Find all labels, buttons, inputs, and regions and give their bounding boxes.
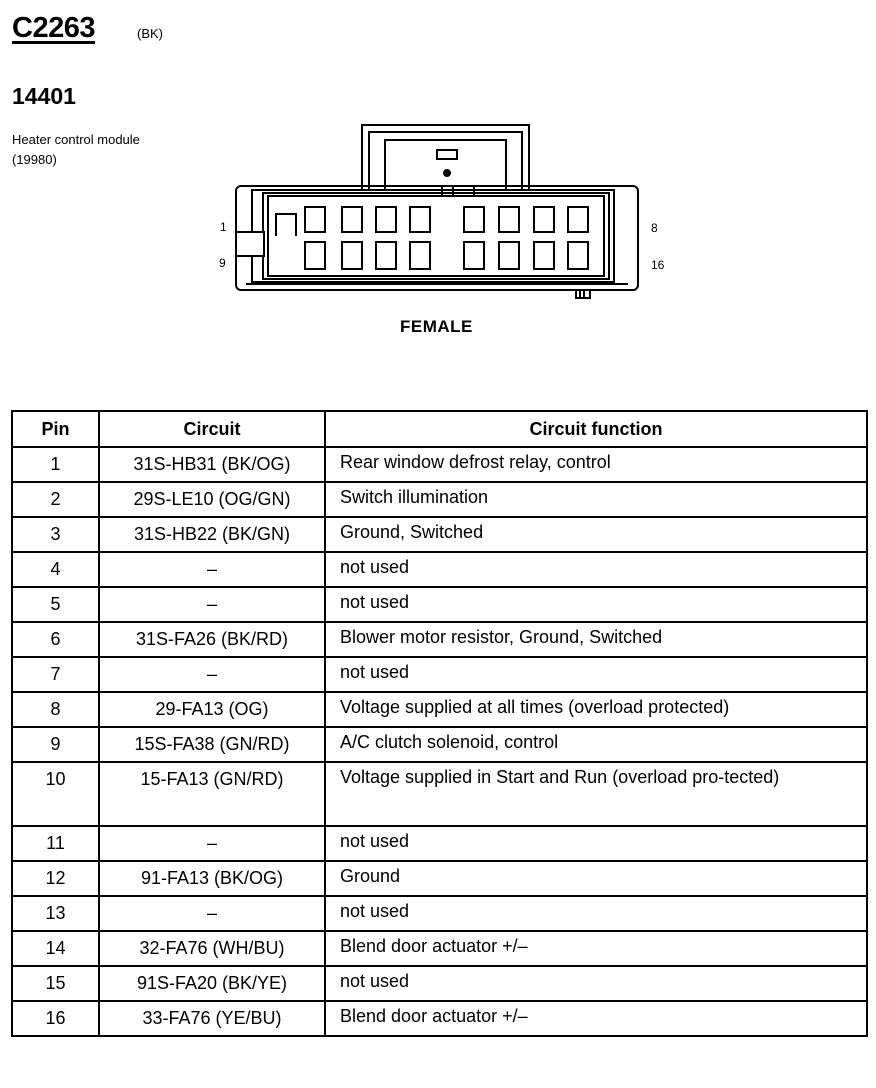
pin-number: 11 [12,826,99,861]
connector-view-label: FEMALE [400,317,473,336]
circuit: 31S-HB31 (BK/OG) [99,447,325,482]
pin-number: 2 [12,482,99,517]
circuit-function: A/C clutch solenoid, control [325,727,867,762]
circuit: 32-FA76 (WH/BU) [99,931,325,966]
circuit: 31S-HB22 (BK/GN) [99,517,325,552]
connector-face-diagram [0,0,876,340]
cavity-8 [568,207,588,232]
cavity-4 [410,207,430,232]
pin-number: 14 [12,931,99,966]
circuit: – [99,552,325,587]
circuit-function: not used [325,587,867,622]
cavity-11 [376,242,396,269]
circuit: 33-FA76 (YE/BU) [99,1001,325,1036]
table-row [12,657,867,692]
table-row [12,966,867,1001]
pin-label-9: 9 [219,256,226,270]
table-row [12,447,867,482]
part-number: 14401 [12,83,76,109]
circuit: 29S-LE10 (OG/GN) [99,482,325,517]
circuit-function: not used [325,552,867,587]
table-row [12,692,867,727]
table-header-row [12,411,867,447]
terminal-cavities [305,207,588,269]
circuit-function: not used [325,826,867,861]
table-row [12,727,867,762]
cavity-3 [376,207,396,232]
header-circuit-function: Circuit function [325,411,867,447]
table-row [12,622,867,657]
connector-color-code: (BK) [137,26,163,41]
circuit: – [99,657,325,692]
table-row [12,517,867,552]
component-name: Heater control module (19980) [12,132,140,167]
circuit-function: Switch illumination [325,482,867,517]
circuit: 15S-FA38 (GN/RD) [99,727,325,762]
circuit-function: not used [325,896,867,931]
circuit-function: Blower motor resistor, Ground, Switched [325,622,867,657]
pin-number: 4 [12,552,99,587]
pin-number: 12 [12,861,99,896]
circuit-function: Blend door actuator +/– [325,931,867,966]
table-row [12,861,867,896]
header-pin: Pin [12,411,99,447]
cavity-12 [410,242,430,269]
cavity-7 [534,207,554,232]
pin-number: 9 [12,727,99,762]
cavity-10 [342,242,362,269]
circuit: 15-FA13 (GN/RD) [99,762,325,826]
pin-number: 15 [12,966,99,1001]
table-row [12,482,867,517]
header-circuit: Circuit [99,411,325,447]
connector-id: C2263 [12,12,95,44]
circuit: 29-FA13 (OG) [99,692,325,727]
circuit-function: Ground, Switched [325,517,867,552]
pin-label-16: 16 [651,258,665,272]
cavity-13 [464,242,484,269]
cavity-16 [568,242,588,269]
table-row [12,896,867,931]
pin-number: 10 [12,762,99,826]
pin-number: 3 [12,517,99,552]
table-row [12,587,867,622]
pin-label-8: 8 [651,221,658,235]
table-row [12,552,867,587]
circuit: 91S-FA20 (BK/YE) [99,966,325,1001]
pin-number: 7 [12,657,99,692]
table-row [12,762,867,826]
cavity-2 [342,207,362,232]
pin-label-1: 1 [220,220,227,234]
cavity-5 [464,207,484,232]
circuit: 31S-FA26 (BK/RD) [99,622,325,657]
cavity-1 [305,207,325,232]
table-row [12,826,867,861]
circuit-function: Voltage supplied at all times (overload protected) [325,692,867,727]
circuit-function: not used [325,966,867,1001]
table-row [12,1001,867,1036]
cavity-6 [499,207,519,232]
pin-number: 8 [12,692,99,727]
circuit: – [99,896,325,931]
pin-number: 13 [12,896,99,931]
circuit: – [99,587,325,622]
cavity-15 [534,242,554,269]
circuit: 91-FA13 (BK/OG) [99,861,325,896]
circuit-function: Rear window defrost relay, control [325,447,867,482]
circuit-function: Voltage supplied in Start and Run (overload pro-tected) [325,762,867,826]
pin-number: 16 [12,1001,99,1036]
pin-number: 5 [12,587,99,622]
pin-number: 1 [12,447,99,482]
circuit-function: Ground [325,861,867,896]
circuit-function: not used [325,657,867,692]
cavity-14 [499,242,519,269]
table-row [12,931,867,966]
circuit: – [99,826,325,861]
cavity-9 [305,242,325,269]
pin-number: 6 [12,622,99,657]
circuit-function: Blend door actuator +/– [325,1001,867,1036]
pinout-table [11,410,868,1037]
